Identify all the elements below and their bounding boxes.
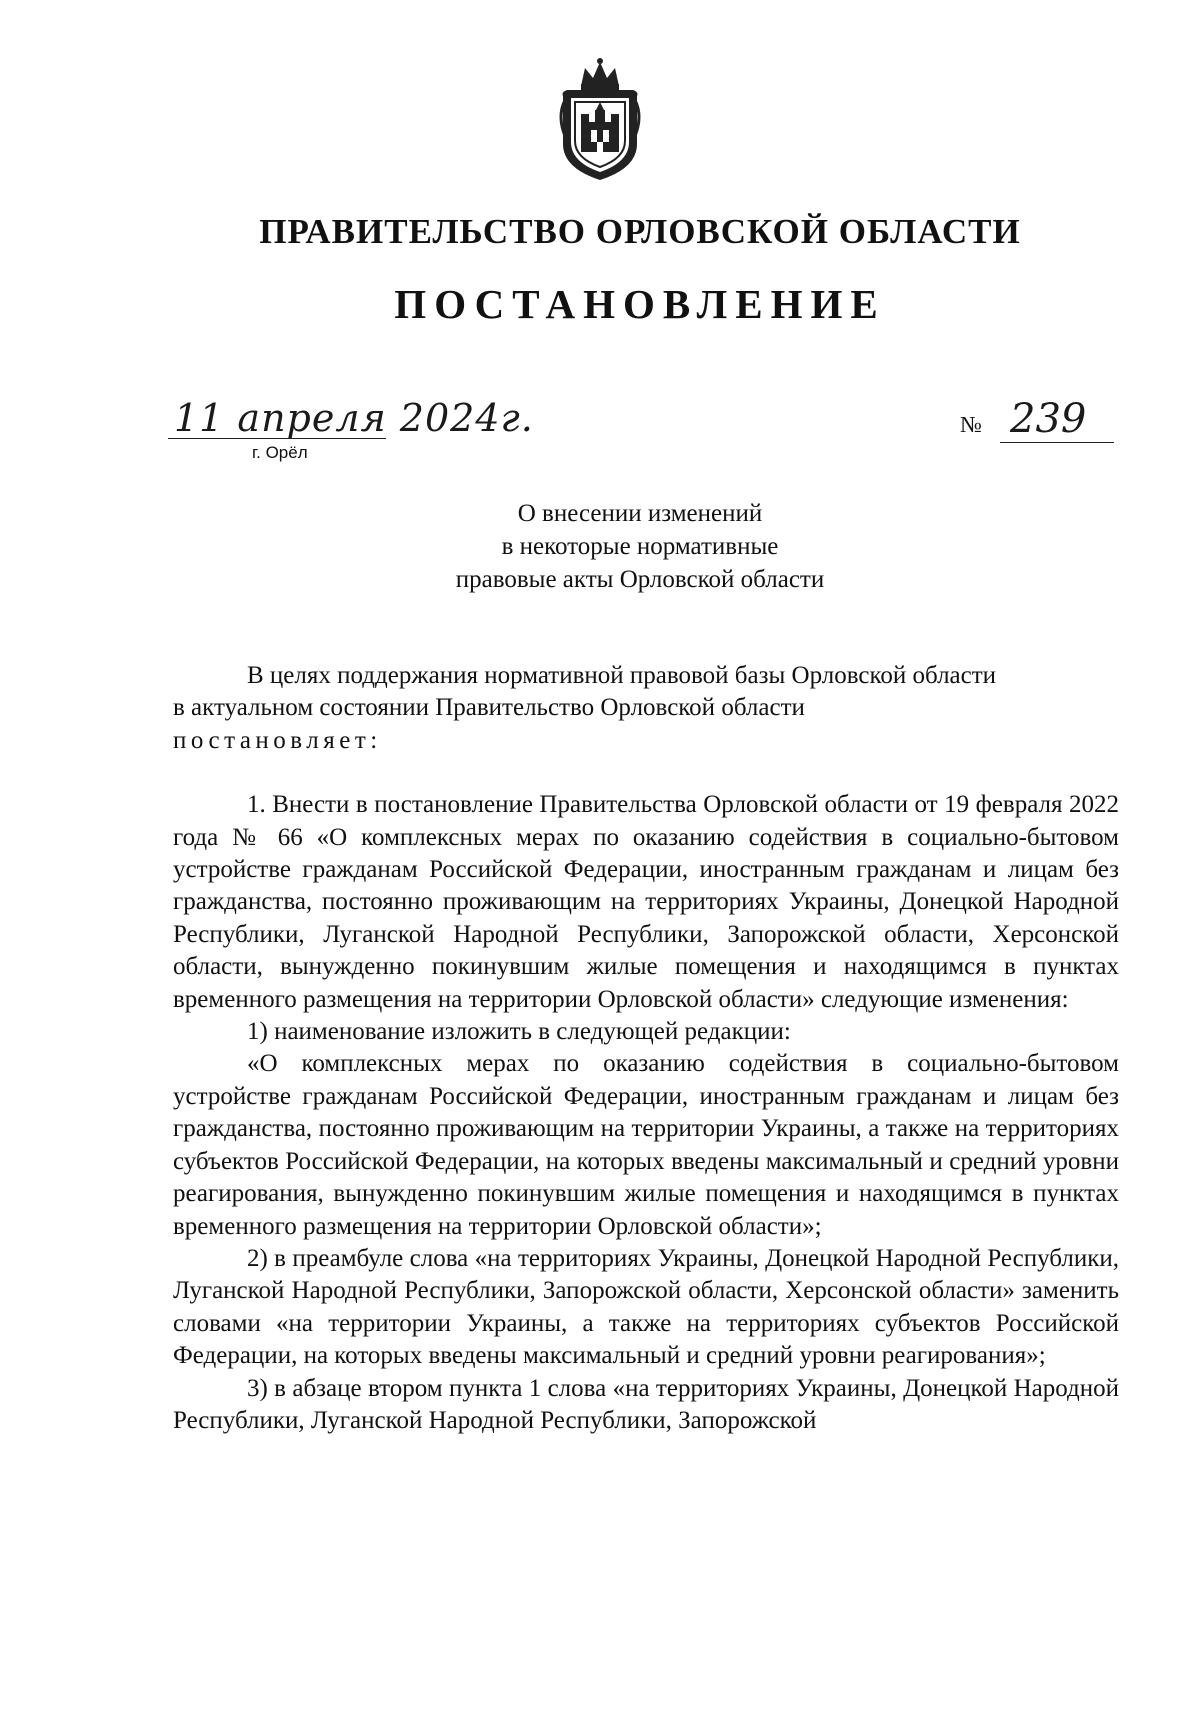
preamble-resolution: постановляет:: [173, 726, 382, 754]
document-type-title: ПОСТАНОВЛЕНИЕ: [394, 281, 886, 327]
date-field: [168, 396, 534, 466]
number-sign: №: [960, 412, 982, 437]
organization-title: ПРАВИТЕЛЬСТВО ОРЛОВСКОЙ ОБЛАСТИ: [259, 212, 1021, 251]
place-label: г. Орёл: [252, 443, 308, 462]
number-field: [960, 396, 1120, 450]
handwritten-number: 239: [1010, 396, 1087, 442]
coat-of-arms-icon: [551, 56, 649, 182]
item-1: 1. Внести в постановление Правительства Орловской области от 19 февраля 2022 года № 66 «О комплексных мерах по оказанию содействия в социально-бытовом устройстве гражданам Российской Федерации, иностранным гражданам и лицам без гражданства, постоянно проживающим на территориях Украины, Донецкой Народной Республики, Луганской Народной Республики, Запорожской области, Херсонской области, вынужденно покинувшим жилые помещения и находящимся в пунктах временного размещения на территории Орловской области» следующие изменения:: [173, 791, 1119, 1013]
document-subject: [0, 497, 1200, 596]
document-body: [173, 660, 1119, 1437]
subitem-2: 2) в преамбуле слова «на территориях Украины, Донецкой Народной Республики, Луганской Народной Республики, Запорожской области, Херсонской области» заменить словами «на территории Украины, а также на территориях субъектов Российской Федерации, на которых введены максимальный и средний уровни реагирования»;: [173, 1244, 1119, 1370]
subitem-1: 1) наименование изложить в следующей редакции:: [247, 1018, 791, 1046]
preamble-line: В целях поддержания нормативной правовой базы Орловской области: [247, 662, 997, 689]
subject-line: в некоторые нормативные: [501, 533, 779, 560]
handwritten-date: 11 апреля 2024г.: [174, 396, 534, 440]
preamble-line: в актуальном состоянии Правительство Орловской области: [173, 694, 805, 722]
subject-line: О внесении изменений: [517, 500, 763, 527]
paragraph-gap: [173, 757, 1119, 789]
number-underline: [1000, 442, 1114, 443]
subject-line: правовые акты Орловской области: [455, 566, 825, 593]
subitem-3: 3) в абзаце втором пункта 1 слова «на территориях Украины, Донецкой Народной Республики, Луганской Народной Республики, Запорожской: [173, 1374, 1119, 1434]
subitem-1-quote: «О комплексных мерах по оказанию содействия в социально-бытовом устройстве гражданам Российской Федерации, иностранным гражданам и лицам без гражданства, постоянно проживающим на территории Украины, а также на территориях субъектов Российской Федерации, на которых введены максимальный и средний уровни реагирования, вынужденно покинувшим жилые помещения и находящимся в пунктах временного размещения на территории Орловской области»;: [173, 1050, 1119, 1240]
date-underline: [168, 438, 386, 439]
